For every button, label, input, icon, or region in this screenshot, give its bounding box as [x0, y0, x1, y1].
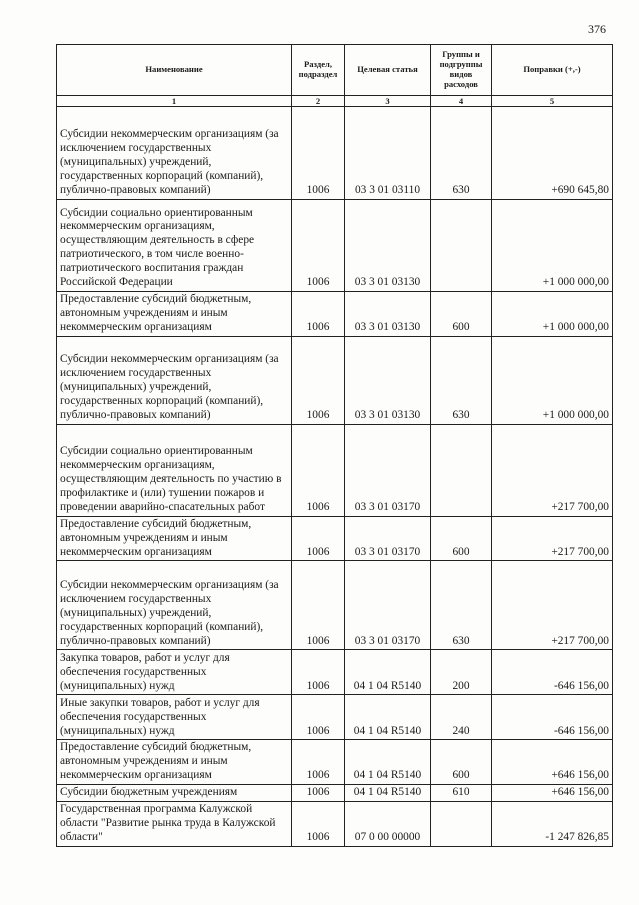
table-row [57, 424, 613, 516]
row-group [431, 424, 492, 516]
table-row [57, 200, 613, 292]
row-group [431, 802, 492, 847]
row-amount: +1 000 000,00 [492, 336, 613, 424]
header-group: Группы и подгруппы видов расходов [431, 45, 492, 96]
row-group: 200 [431, 650, 492, 695]
row-group: 600 [431, 740, 492, 785]
row-name: Предоставление субсидий бюджетным, автономным учреждениям и иным некоммерческим организациям [57, 292, 292, 337]
row-article: 04 1 04 R5140 [345, 695, 431, 740]
row-section: 1006 [292, 785, 345, 802]
row-article: 03 3 01 03170 [345, 424, 431, 516]
row-article: 04 1 04 R5140 [345, 650, 431, 695]
row-article: 03 3 01 03130 [345, 200, 431, 292]
row-section: 1006 [292, 802, 345, 847]
row-group [431, 200, 492, 292]
row-group: 630 [431, 107, 492, 200]
row-name: Субсидии некоммерческим организациям (за исключением государственных (муниципальных) учреждений, государственных корпораций (компаний), публично-правовых компаний) [57, 336, 292, 424]
header-name: Наименование [57, 45, 292, 96]
table-row [57, 695, 613, 740]
row-section: 1006 [292, 200, 345, 292]
table-header-row [57, 45, 613, 96]
row-group: 610 [431, 785, 492, 802]
column-number: 1 [57, 96, 292, 107]
row-amount: -1 247 826,85 [492, 802, 613, 847]
header-amendments: Поправки (+,-) [492, 45, 613, 96]
row-group: 600 [431, 292, 492, 337]
table-row [57, 336, 613, 424]
row-name: Предоставление субсидий бюджетным, автономным учреждениям и иным некоммерческим организациям [57, 740, 292, 785]
row-name: Государственная программа Калужской области "Развитие рынка труда в Калужской области" [57, 802, 292, 847]
row-article: 04 1 04 R5140 [345, 785, 431, 802]
column-number: 3 [345, 96, 431, 107]
row-amount: +217 700,00 [492, 516, 613, 561]
row-group: 240 [431, 695, 492, 740]
row-article: 03 3 01 03130 [345, 292, 431, 337]
budget-amendments-table [56, 44, 613, 847]
table-row [57, 561, 613, 650]
row-name: Субсидии социально ориентированным некоммерческим организациям, осуществляющим деятельность по участию в профилактике и (или) тушении пожаров и проведении аварийно-спасательных работ [57, 424, 292, 516]
row-section: 1006 [292, 650, 345, 695]
table-row [57, 802, 613, 847]
row-name: Субсидии социально ориентированным некоммерческим организациям, осуществляющим деятельность в сфере патриотического, в том числе военно-патриотического воспитания граждан Российской Федерации [57, 200, 292, 292]
row-name: Субсидии бюджетным учреждениям [57, 785, 292, 802]
row-name: Закупка товаров, работ и услуг для обеспечения государственных (муниципальных) нужд [57, 650, 292, 695]
row-amount: +646 156,00 [492, 740, 613, 785]
row-amount: +217 700,00 [492, 561, 613, 650]
table-row [57, 107, 613, 200]
row-name: Субсидии некоммерческим организациям (за исключением государственных (муниципальных) учреждений, государственных корпораций (компаний), публично-правовых компаний) [57, 107, 292, 200]
row-group: 630 [431, 336, 492, 424]
row-section: 1006 [292, 740, 345, 785]
row-amount: +1 000 000,00 [492, 200, 613, 292]
column-number: 2 [292, 96, 345, 107]
row-article: 03 3 01 03130 [345, 336, 431, 424]
row-section: 1006 [292, 516, 345, 561]
header-section: Раздел, подраздел [292, 45, 345, 96]
row-group: 630 [431, 561, 492, 650]
header-article: Целевая статья [345, 45, 431, 96]
row-amount: +690 645,80 [492, 107, 613, 200]
column-number: 4 [431, 96, 492, 107]
table-row [57, 292, 613, 337]
row-name: Субсидии некоммерческим организациям (за исключением государственных (муниципальных) учреждений, государственных корпораций (компаний), публично-правовых компаний) [57, 561, 292, 650]
row-article: 03 3 01 03170 [345, 516, 431, 561]
row-name: Иные закупки товаров, работ и услуг для обеспечения государственных (муниципальных) нужд [57, 695, 292, 740]
row-article: 04 1 04 R5140 [345, 740, 431, 785]
row-section: 1006 [292, 424, 345, 516]
column-number: 5 [492, 96, 613, 107]
row-section: 1006 [292, 336, 345, 424]
row-article: 03 3 01 03170 [345, 561, 431, 650]
row-amount: +646 156,00 [492, 785, 613, 802]
row-amount: +1 000 000,00 [492, 292, 613, 337]
table-row [57, 516, 613, 561]
table-row [57, 785, 613, 802]
row-article: 03 3 01 03110 [345, 107, 431, 200]
row-amount: +217 700,00 [492, 424, 613, 516]
row-section: 1006 [292, 292, 345, 337]
row-name: Предоставление субсидий бюджетным, автономным учреждениям и иным некоммерческим организациям [57, 516, 292, 561]
row-group: 600 [431, 516, 492, 561]
row-section: 1006 [292, 695, 345, 740]
row-article: 07 0 00 00000 [345, 802, 431, 847]
row-section: 1006 [292, 561, 345, 650]
row-amount: -646 156,00 [492, 650, 613, 695]
column-number-row [57, 96, 613, 107]
table-row [57, 740, 613, 785]
table-row [57, 650, 613, 695]
page-number: 376 [588, 22, 606, 36]
row-section: 1006 [292, 107, 345, 200]
row-amount: -646 156,00 [492, 695, 613, 740]
